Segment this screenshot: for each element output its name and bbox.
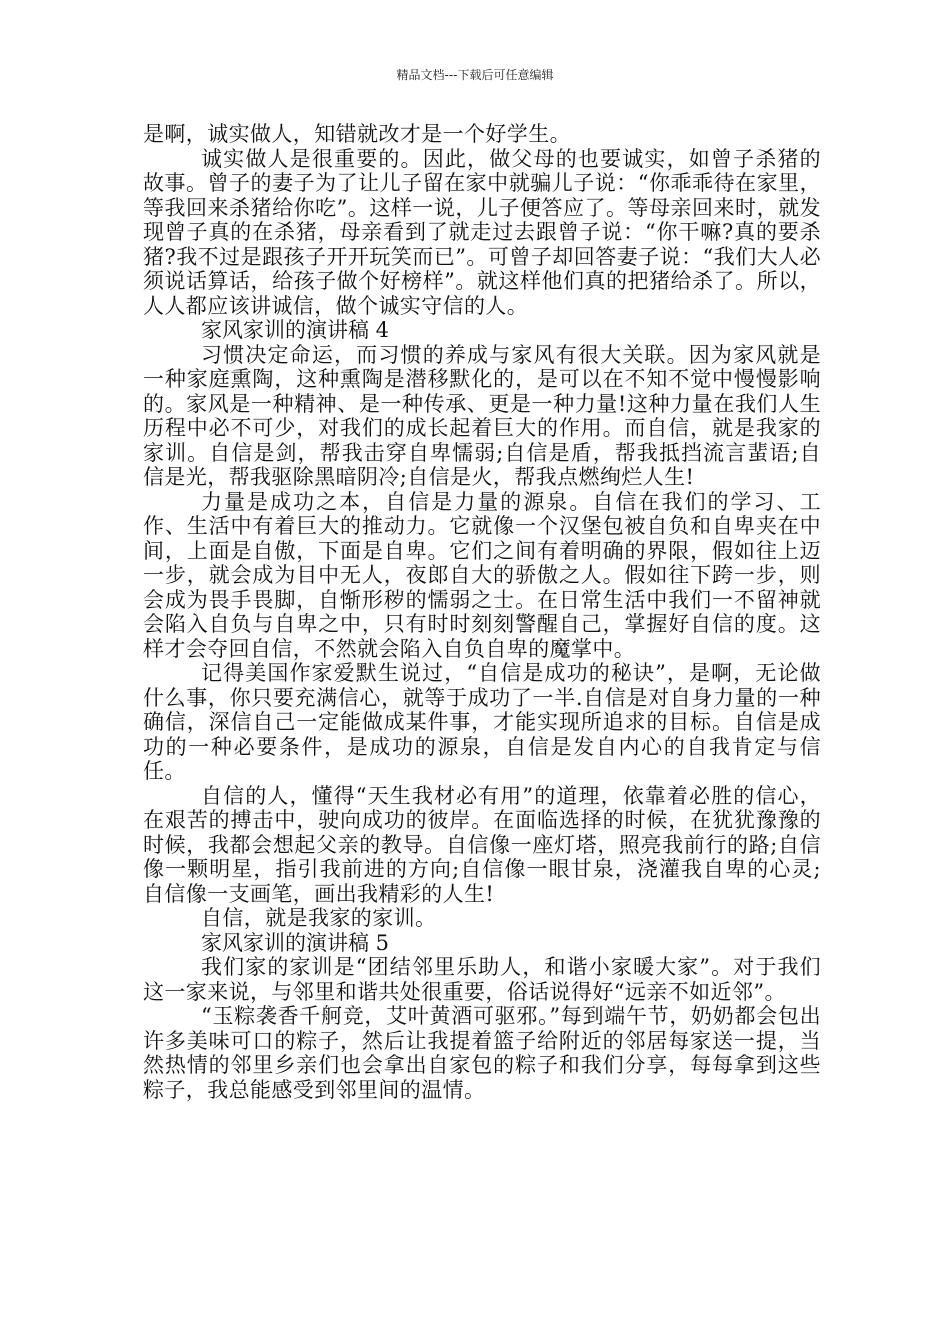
- paragraph: 诚实做人是很重要的。因此，做父母的也要诚实，如曾子杀猪的故事。曾子的妻子为了让儿子留在家中就骗儿子说：“你乖乖待在家里，等我回来杀猪给你吃”。这样一说，儿子便答应了。等母亲回来时，就发现曾子真的在杀猪，母亲看到了就走过去跟曾子说：“你干嘛?真的要杀猪?我不过是跟孩子开开玩笑而已”。可曾子却回答妻子说：“我们大人必须说话算话，给孩子做个好榜样”。就这样他们真的把猪给杀了。所以，人人都应该讲诚信，做个诚实守信的人。: [143, 146, 821, 318]
- section-heading: 家风家训的演讲稿 5: [201, 930, 390, 955]
- paragraph: 力量是成功之本，自信是力量的源泉。自信在我们的学习、工作、生活中有着巨大的推动力。它就像一个汉堡包被自负和自卑夹在中间，上面是自傲，下面是自卑。它们之间有着明确的界限，假如往上迈一步，就会成为目中无人，夜郎自大的骄傲之人。假如往下跨一步，则会成为畏手畏脚，自惭形秽的懦弱之士。在日常生活中我们一不留神就会陷入自负与自卑之中，只有时时刻刻警醒自己，掌握好自信的度。这样才会夺回自信，不然就会陷入自负自卑的魔掌中。: [143, 489, 821, 661]
- paragraph: 自信的人，懂得“天生我材必有用”的道理，依靠着必胜的信心，在艰苦的搏击中，驶向成功的彼岸。在面临选择的时候，在犹犹豫豫的时候，我都会想起父亲的教导。自信像一座灯塔，照亮我前行的路;自信像一颗明星，指引我前进的方向;自信像一眼甘泉，浇灌我自卑的心灵;自信像一支画笔，画出我精彩的人生!: [143, 783, 821, 906]
- paragraph: “玉粽袭香千舸竞，艾叶黄酒可驱邪。”每到端午节，奶奶都会包出许多美味可口的粽子，然后让我提着篮子给附近的邻居每家送一提，当然热情的邻里乡亲们也会拿出自家包的粽子和我们分享，每每拿到这些粽子，我总能感受到邻里间的温情。: [143, 1004, 821, 1102]
- paragraph: 习惯决定命运，而习惯的养成与家风有很大关联。因为家风就是一种家庭熏陶，这种熏陶是潜移默化的，是可以在不知不觉中慢慢影响的。家风是一种精神、是一种传承、更是一种力量!这种力量在我们人生历程中必不可少，对我们的成长起着巨大的作用。而自信，就是我家的家训。自信是剑，帮我击穿自卑懦弱;自信是盾，帮我抵挡流言蜚语;自信是光，帮我驱除黑暗阴冷;自信是火，帮我点燃绚烂人生!: [143, 342, 821, 489]
- paragraph: 我们家的家训是“团结邻里乐助人，和谐小家暖大家”。对于我们这一家来说，与邻里和谐共处很重要，俗话说得好“远亲不如近邻”。: [143, 955, 821, 1004]
- paragraph: 记得美国作家爱默生说过，“自信是成功的秘诀”，是啊，无论做什么事，你只要充满信心，就等于成功了一半.自信是对自身力量的一种确信，深信自己一定能做成某件事，才能实现所追求的目标。自信是成功的一种必要条件，是成功的源泉，自信是发自内心的自我肯定与信任。: [143, 661, 821, 783]
- page-header: 精品文档---下载后可任意编辑: [396, 68, 554, 82]
- paragraph: 自信，就是我家的家训。: [201, 906, 437, 930]
- section-heading: 家风家训的演讲稿 4: [201, 318, 390, 342]
- paragraph: 是啊，诚实做人，知错就改才是一个好学生。: [143, 122, 571, 146]
- document-body: [143, 122, 821, 1102]
